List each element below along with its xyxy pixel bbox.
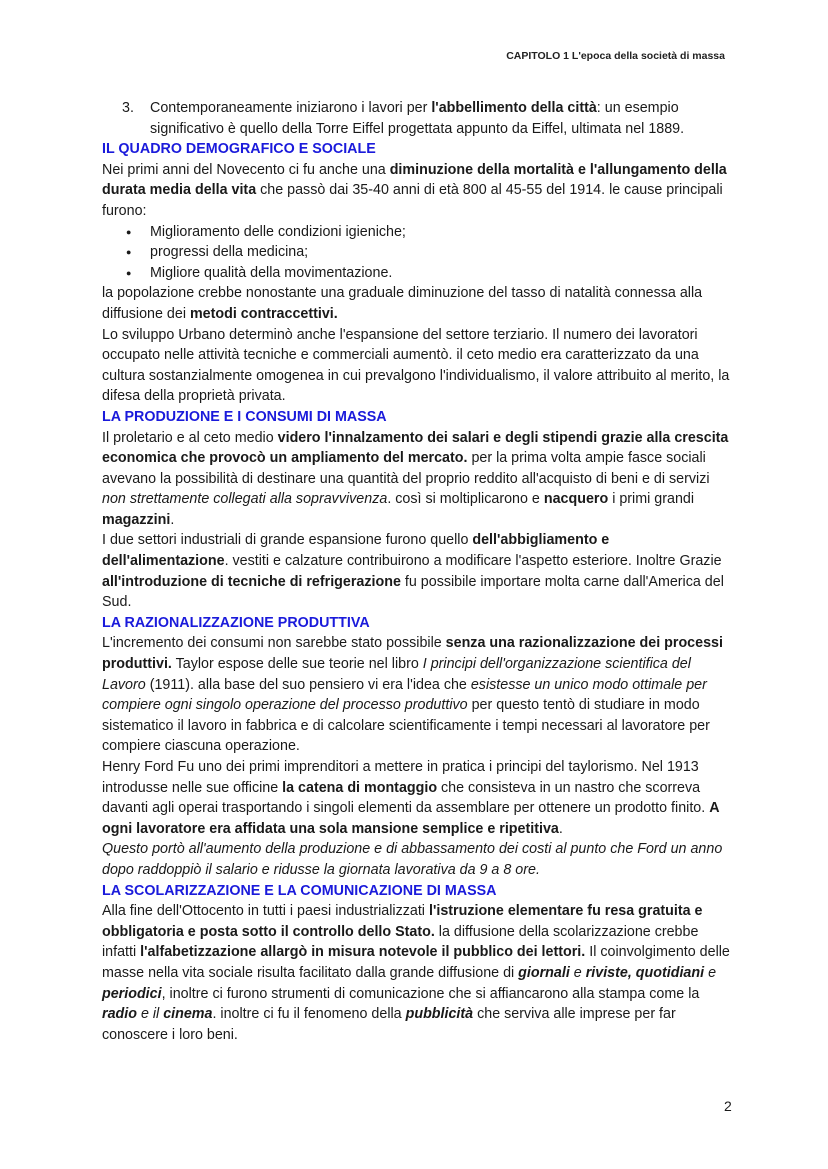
paragraph xyxy=(102,160,732,222)
text: Alla fine dell'Ottocento in tutti i paesi industrializzati xyxy=(102,903,429,920)
text: : un esempio significativo è quello della Torre Eiffel progettata appunto da Eiffel, ultimata nel 1889. xyxy=(150,100,685,137)
page-number: 2 xyxy=(724,1098,732,1114)
italic-text: esistesse un unico modo ottimale per compiere ogni singolo operazione del processo produttivo xyxy=(102,676,707,714)
text: che consisteva in un nastro che scorreva davanti agli operai trasportando i singoli elementi da assemblare per ottenere un prodotto finito. xyxy=(102,779,710,817)
bold-text: l'alfabetizzazione allargò in misura notevole il pubblico dei lettori. xyxy=(140,944,586,961)
bold-text: dell'abbigliamento e dell'alimentazione xyxy=(102,532,610,570)
paragraph xyxy=(102,839,732,880)
bold-text: senza una razionalizzazione dei processi produttivi. xyxy=(102,635,723,673)
bold-italic-text: giornali xyxy=(518,964,570,981)
bold-text: all'introduzione di tecniche di refrigerazione xyxy=(102,573,401,590)
bold-italic-text: cinema xyxy=(163,1006,213,1023)
text: Taylor espose delle sue teorie nel libro xyxy=(171,656,423,673)
paragraph xyxy=(102,757,732,839)
section-heading-consumi: LA PRODUZIONE E I CONSUMI DI MASSA xyxy=(102,408,387,425)
text: I due settori industriali di grande espansione furono quello xyxy=(102,532,473,549)
bold-text: la catena di montaggio xyxy=(282,779,438,796)
italic-text: e il xyxy=(136,1006,164,1023)
text: i primi grandi xyxy=(608,491,695,508)
italic-text: e xyxy=(569,964,586,981)
text: , inoltre ci furono strumenti di comunicazione che si affiancarono alla stampa come la xyxy=(161,985,700,1002)
bold-italic-text: riviste, quotidiani xyxy=(585,964,705,981)
numbered-item-3 xyxy=(102,98,732,139)
paragraph xyxy=(102,633,732,757)
paragraph xyxy=(102,428,732,531)
text: (1911). alla base del suo pensiero vi era l'idea che xyxy=(145,676,471,693)
text: Henry Ford Fu uno dei primi imprenditori a mettere in pratica i principi del taylorismo. Nel 1913 introdusse nelle sue officine xyxy=(102,759,699,796)
list-item: ● Migliore qualità della movimentazione. xyxy=(102,263,732,284)
bold-text: nacquero xyxy=(543,491,609,508)
bold-text: A ogni lavoratore era affidata una sola mansione semplice e ripetitiva xyxy=(102,800,719,837)
text: Il proletario e al ceto medio xyxy=(102,429,278,446)
text: . xyxy=(558,820,563,837)
section-heading-razionalizzazione: LA RAZIONALIZZAZIONE PRODUTTIVA xyxy=(102,614,370,631)
list-item: ● progressi della medicina; xyxy=(102,242,732,263)
text: . xyxy=(170,511,175,528)
section-heading-scolarizzazione: LA SCOLARIZZAZIONE E LA COMUNICAZIONE DI MASSA xyxy=(102,882,497,899)
bold-italic-text: pubblicità xyxy=(405,1006,474,1023)
text: L'incremento dei consumi non sarebbe stato possibile xyxy=(102,635,446,652)
text: per questo tentò di studiare in modo sistematico il lavoro in fabbrica e di calcolare scientificamente i tempi necessari al lavoratore per compiere ciascuna operazione. xyxy=(102,697,710,755)
text: Nei primi anni del Novecento ci fu anche una xyxy=(102,161,390,178)
text: la diffusione della scolarizzazione crebbe infatti xyxy=(102,923,699,961)
italic-text: I principi dell'organizzazione scientifica del Lavoro xyxy=(102,656,691,693)
bold-italic-text: periodici xyxy=(102,985,162,1002)
bold-italic-text: radio xyxy=(102,1006,137,1023)
bold-text: magazzini xyxy=(102,511,171,528)
bold-text: l'abbellimento della città xyxy=(431,100,597,116)
paragraph xyxy=(102,530,732,612)
text: che passò dai 35-40 anni di età 800 al 45-55 del 1914. le cause principali furono: xyxy=(102,182,723,219)
document-body xyxy=(102,98,732,1045)
italic-text: e xyxy=(704,964,717,981)
text: . così si moltiplicarono e xyxy=(387,491,544,508)
text: la popolazione crebbe nonostante una graduale diminuzione del tasso di natalità connessa alla diffusione dei xyxy=(102,285,703,322)
bold-text: videro l'innalzamento dei salari e degli stipendi grazie alla crescita economica che provocò un ampliamento del mercato. xyxy=(102,429,729,467)
italic-text: non strettamente collegati alla sopravvivenza xyxy=(102,491,388,508)
bold-text: l'istruzione elementare fu resa gratuita e obbligatoria e posta sotto il controllo dello Stato. xyxy=(102,903,703,940)
bold-text: metodi contraccettivi. xyxy=(189,305,338,322)
italic-text: Questo portò all'aumento della produzione e di abbassamento dei costi al punto che Ford un anno dopo raddoppiò il salario e ridusse la giornata lavorativa da 9 a 8 ore. xyxy=(102,841,723,878)
text: . inoltre ci fu il fenomeno della xyxy=(212,1006,406,1023)
item-number: 3. xyxy=(122,100,134,116)
text: che serviva alle imprese per far conoscere i loro beni. xyxy=(102,1006,676,1043)
text: Il coinvolgimento delle masse nella vita sociale risulta facilitato dalla grande diffusione di xyxy=(102,944,730,981)
text: Contemporaneamente iniziarono i lavori per xyxy=(150,100,432,116)
paragraph: Lo sviluppo Urbano determinò anche l'espansione del settore terziario. Il numero dei lavoratori occupato nelle attività tecniche e commerciali aumentò. il ceto medio era caratterizzato da una cultura sostanzialmente omogenea in cui prevalgono l'individualismo, il valore attribuito al merito, la difesa della proprietà privata. xyxy=(102,326,730,405)
bullet-list xyxy=(102,222,732,284)
paragraph xyxy=(102,901,732,1045)
text: . vestiti e calzature contribuirono a modificare l'aspetto esteriore. Inoltre Grazie xyxy=(224,553,722,570)
paragraph xyxy=(102,283,732,324)
text: per la prima volta ampie fasce sociali avevano la possibilità di destinare una quantità del proprio reddito all'acquisto di beni e di servizi xyxy=(102,450,710,487)
bold-text: diminuzione della mortalità e l'allungamento della durata media della vita xyxy=(102,161,727,199)
list-item: ● Miglioramento delle condizioni igieniche; xyxy=(102,222,732,243)
chapter-header: CAPITOLO 1 L'epoca della società di massa xyxy=(506,50,725,62)
text: fu possibile importare molta carne dall'America del Sud. xyxy=(102,573,724,611)
section-heading-demografico: IL QUADRO DEMOGRAFICO E SOCIALE xyxy=(102,141,376,158)
